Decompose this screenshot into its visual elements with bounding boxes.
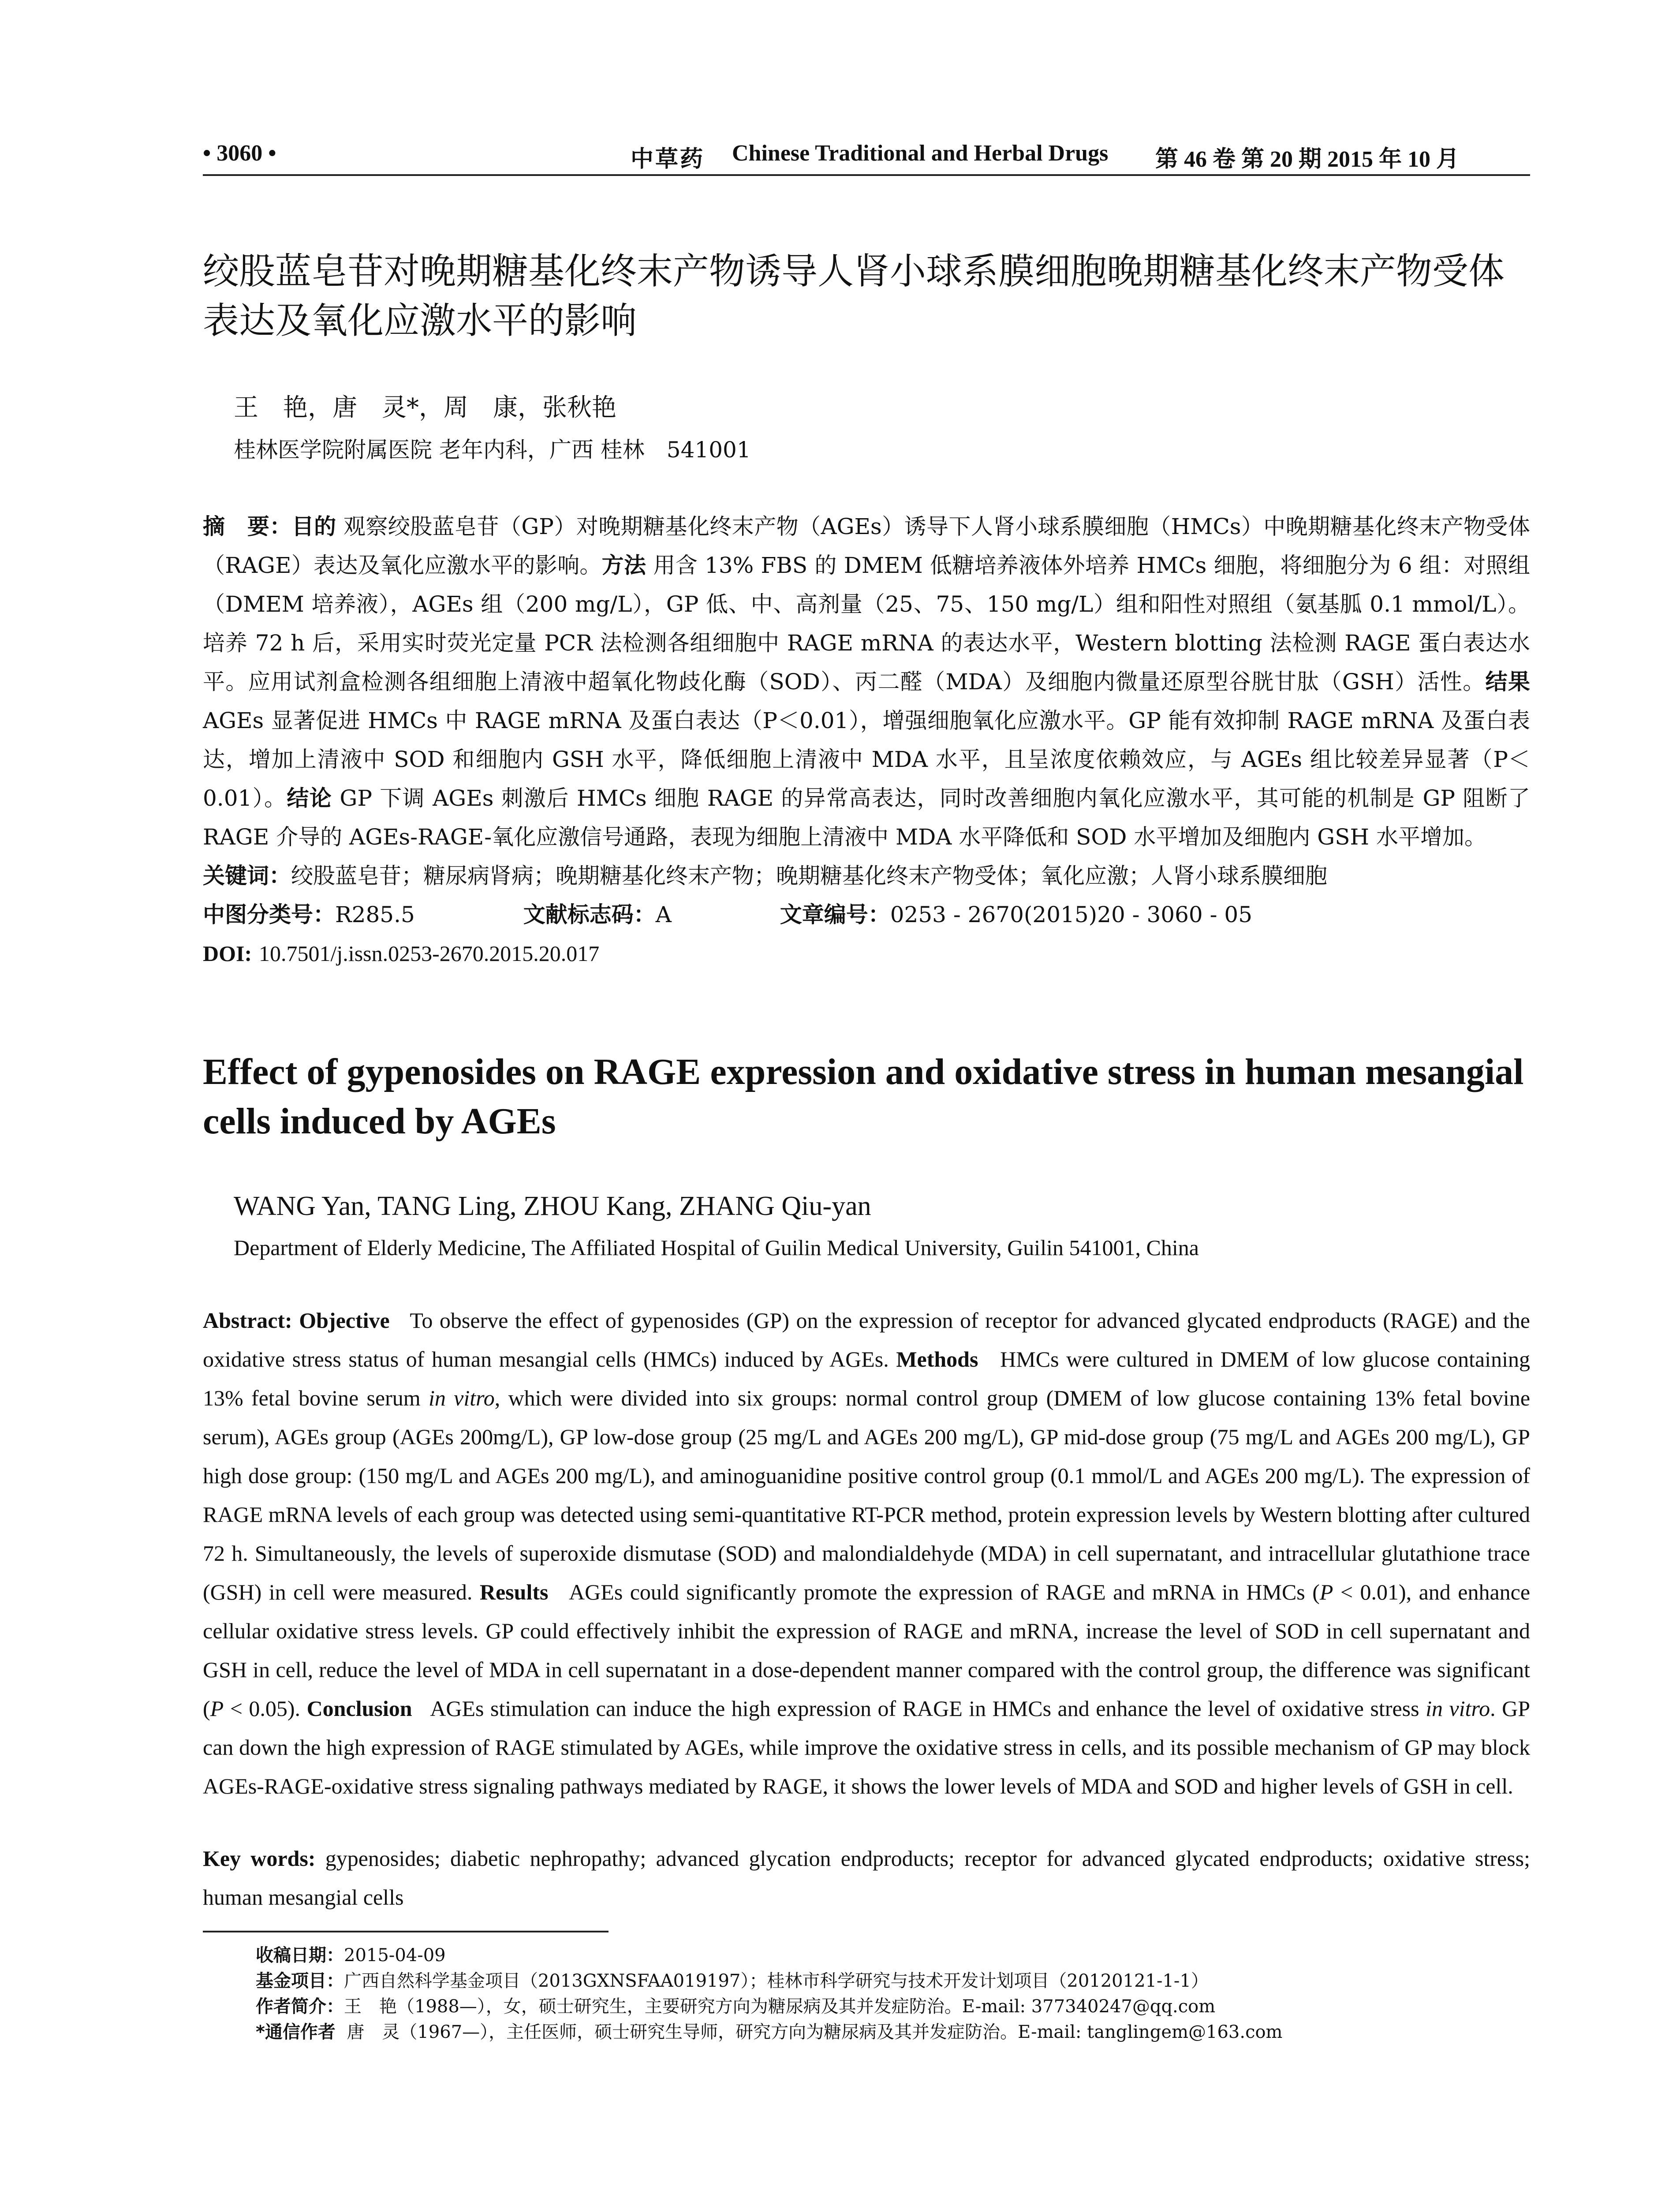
en-results-text-c: < 0.05). bbox=[224, 1696, 301, 1721]
chinese-affiliation: 桂林医学院附属医院 老年内科，广西 桂林 541001 bbox=[234, 437, 751, 463]
header-rule bbox=[203, 174, 1530, 176]
en-keywords-text: gypenosides; diabetic nephropathy; advanced glycation endproducts; receptor for advanced glycated endproducts; oxidative stress; human mesangial cells bbox=[203, 1846, 1531, 1910]
footnote-fund: 基金项目：广西自然科学基金项目（2013GXNSFAA019197）；桂林市科学研究与技术开发计划项目（20120121-1-1） bbox=[256, 1971, 1209, 1991]
results-label: 结果 bbox=[1485, 669, 1530, 695]
en-results-label: Results bbox=[479, 1580, 549, 1604]
footnote-author: 作者简介：王 艳（1988—），女，硕士研究生，主要研究方向为糖尿病及其并发症防治。E-mail: 377340247@qq.com bbox=[256, 1996, 1216, 2017]
english-authors: WANG Yan, TANG Ling, ZHOU Kang, ZHANG Qiu-yan bbox=[234, 1191, 871, 1221]
chinese-title: 绞股蓝皂苷对晚期糖基化终末产物诱导人肾小球系膜细胞晚期糖基化终末产物受体表达及氧化应激水平的影响 bbox=[203, 250, 1505, 342]
keywords-label: 关键词： bbox=[203, 863, 291, 889]
english-affiliation: Department of Elderly Medicine, The Affiliated Hospital of Guilin Medical University, Guilin 541001, China bbox=[234, 1235, 1199, 1260]
journal-english-name: Chinese Traditional and Herbal Drugs bbox=[732, 141, 1109, 166]
page-number: • 3060 • bbox=[203, 141, 276, 166]
en-in-vitro-2: in vitro bbox=[1426, 1696, 1490, 1721]
article-no-value: 0253 - 2670(2015)20 - 3060 - 05 bbox=[890, 902, 1253, 927]
en-methods-text-a: HMCs were cultured in DMEM of low glucose containing 13% fetal bovine serum bbox=[203, 1347, 1530, 1410]
en-abstract-label: Abstract: Objective bbox=[203, 1308, 390, 1333]
keywords-text: 绞股蓝皂苷；糖尿病肾病；晚期糖基化终末产物；晚期糖基化终末产物受体；氧化应激；人肾小球系膜细胞 bbox=[291, 863, 1327, 889]
journal-name: 中草药 bbox=[631, 147, 705, 172]
en-methods-label: Methods bbox=[896, 1347, 978, 1372]
conclusion-text: GP 下调 AGEs 刺激后 HMCs 细胞 RAGE 的异常高表达，同时改善细胞内氧化应激水平，其可能的机制是 GP 阻断了 RAGE 介导的 AGEs-RAGE-氧化应激信号通路，表现为细胞上清液中 MDA 水平降低和 SOD 水平增加及细胞内 GSH 水平增加。 bbox=[203, 785, 1531, 850]
en-keywords-label: Key words: bbox=[203, 1846, 316, 1871]
english-keywords bbox=[203, 1839, 1530, 1917]
footnote-corresponding: *通信作者 唐 灵（1967—），主任医师，硕士研究生导师，研究方向为糖尿病及其并发症防治。E-mail: tanglingem@163.com bbox=[256, 2022, 1283, 2042]
doi-value: 10.7501/j.issn.0253-2670.2015.20.017 bbox=[259, 941, 600, 966]
clc-label: 中图分类号： bbox=[203, 902, 335, 927]
footnotes bbox=[256, 1943, 1530, 2045]
methods-label: 方法 bbox=[601, 553, 646, 578]
clc-value: R285.5 bbox=[335, 902, 415, 927]
classification-line bbox=[203, 895, 1530, 934]
footnote-received: 收稿日期：2015-04-09 bbox=[256, 1945, 446, 1966]
en-results-text-a: AGEs could significantly promote the expression of RAGE and mRNA in HMCs ( bbox=[569, 1580, 1320, 1604]
en-conclusion-text-b: . GP can down the high expression of RAGE stimulated by AGEs, while improve the oxidative stress in cells, and its possible mechanism of GP may block AGEs-RAGE-oxidative stress signaling pathways mediated by RAGE, it shows the lower levels of MDA and SOD and higher levels of GSH in cell. bbox=[203, 1696, 1531, 1798]
objective-text: 观察绞股蓝皂苷（GP）对晚期糖基化终末产物（AGEs）诱导下人肾小球系膜细胞（HMCs）中晚期糖基化终末产物受体（RAGE）表达及氧化应激水平的影响。 bbox=[203, 514, 1530, 578]
doi-label: DOI: bbox=[203, 941, 252, 966]
en-results-text-b: < 0.01), and enhance cellular oxidative stress levels. GP could effectively inhibit the expression of RAGE and mRNA, increase the level of SOD in cell supernatant and GSH in cell, reduce the level of MDA in cell supernatant in a dose-dependent manner compared with the control group, the difference was significant ( bbox=[203, 1580, 1531, 1721]
methods-text: 用含 13% FBS 的 DMEM 低糖培养液体外培养 HMCs 细胞，将细胞分为 6 组：对照组（DMEM 培养液），AGEs 组（200 mg/L），GP 低、中、高剂量（25、75、150 mg/L）组和阳性对照组（氨基胍 0.1 mmol/L）。培养 72 h 后，采用实时荧光定量 PCR 法检测各组细胞中 RAGE mRNA 的表达水平，Western blotting 法检测 RAGE 蛋白表达水平。应用试剂盒检测各组细胞上清液中超氧化物歧化酶（SOD）、丙二醛（MDA）及细胞内微量还原型谷胱甘肽（GSH）活性。 bbox=[203, 553, 1531, 695]
en-p-value-symbol: P bbox=[1319, 1580, 1333, 1604]
article-no-label: 文章编号： bbox=[780, 902, 890, 927]
doc-code-value: A bbox=[655, 902, 672, 927]
en-p-value-symbol-2: P bbox=[210, 1696, 224, 1721]
abstract-label: 摘 要： bbox=[203, 514, 292, 539]
conclusion-label: 结论 bbox=[287, 785, 332, 811]
en-conclusion-label: Conclusion bbox=[306, 1696, 412, 1721]
doc-code-label: 文献标志码： bbox=[523, 902, 656, 927]
english-title: Effect of gypenosides on RAGE expression and oxidative stress in human mesangial cells induced by AGEs bbox=[203, 1051, 1524, 1142]
objective-label: 目的 bbox=[291, 514, 336, 539]
en-in-vitro: in vitro bbox=[428, 1386, 495, 1410]
doi-line bbox=[203, 934, 1530, 973]
volume-issue: 第 46 卷 第 20 期 2015 年 10 月 bbox=[1155, 147, 1460, 172]
english-abstract bbox=[203, 1301, 1530, 1805]
en-conclusion-text-a: AGEs stimulation can induce the high expression of RAGE in HMCs and enhance the level of oxidative stress bbox=[430, 1696, 1419, 1721]
footnote-rule bbox=[203, 1931, 609, 1932]
chinese-abstract bbox=[203, 507, 1530, 973]
chinese-authors: 王 艳，唐 灵*，周 康，张秋艳 bbox=[234, 393, 616, 422]
chinese-keywords bbox=[203, 856, 1530, 895]
results-text: AGEs 显著促进 HMCs 中 RAGE mRNA 及蛋白表达（P＜0.01），增强细胞氧化应激水平。GP 能有效抑制 RAGE mRNA 及蛋白表达，增加上清液中 SOD 和细胞内 GSH 水平，降低细胞上清液中 MDA 水平，且呈浓度依赖效应，与 AGEs 组比较差异显著（P＜0.01）。 bbox=[203, 708, 1530, 811]
en-objective-text: To observe the effect of gypenosides (GP) on the expression of receptor for advanced glycated endproducts (RAGE) and the oxidative stress status of human mesangial cells (HMCs) induced by AGEs. bbox=[203, 1308, 1530, 1372]
en-methods-text-b: , which were divided into six groups: normal control group (DMEM of low glucose containing 13% fetal bovine serum), AGEs group (AGEs 200mg/L), GP low-dose group (25 mg/L and AGEs 200 mg/L), GP mid-dose group (75 mg/L and AGEs 200 mg/L), GP high dose group: (150 mg/L and AGEs 200 mg/L), and aminoguanidine positive control group (0.1 mmol/L and AGEs 200 mg/L). The expression of RAGE mRNA levels of each group was detected using semi-quantitative RT-PCR method, protein expression levels by Western blotting after cultured 72 h. Simultaneously, the levels of superoxide dismutase (SOD) and malondialdehyde (MDA) in cell supernatant, and intracellular glutathione trace (GSH) in cell were measured. bbox=[203, 1386, 1531, 1604]
